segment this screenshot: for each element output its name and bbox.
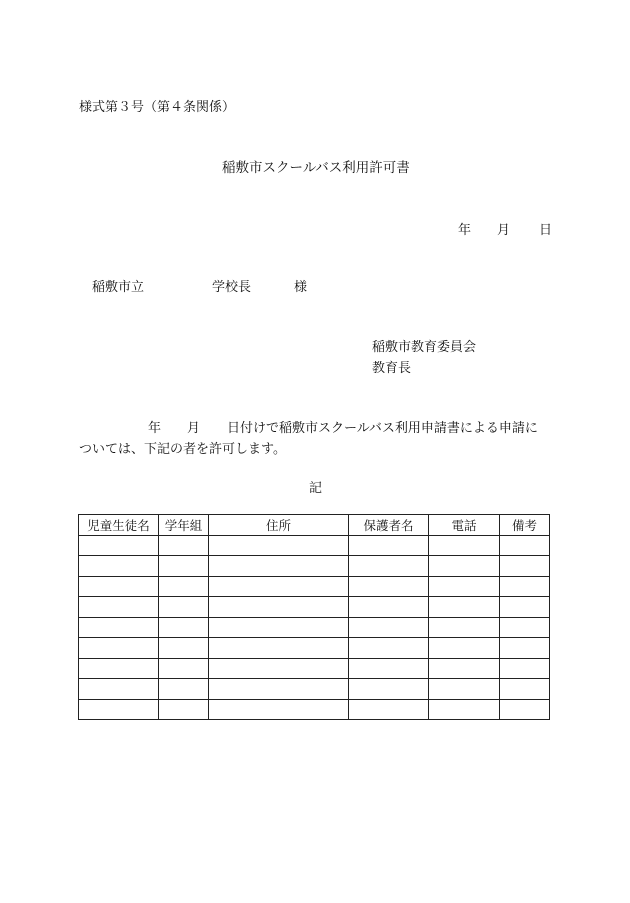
table-cell (500, 535, 550, 556)
table-cell (159, 699, 209, 720)
table-row (79, 658, 550, 679)
table-row (79, 699, 550, 720)
table-cell (349, 556, 429, 577)
table-row (79, 638, 550, 659)
table-cell (429, 556, 500, 577)
table-cell (209, 535, 349, 556)
table-cell (79, 535, 159, 556)
header-phone: 電話 (429, 515, 500, 536)
table-cell (500, 679, 550, 700)
table-cell (79, 556, 159, 577)
table-row (79, 679, 550, 700)
date-day-label: 日 (539, 223, 553, 238)
table-cell (429, 699, 500, 720)
header-remarks: 備考 (500, 515, 550, 536)
table-cell (500, 658, 550, 679)
body-month-label: 月 (187, 421, 201, 436)
form-number: 様式第３号（第４条関係） (79, 100, 236, 115)
table-cell (159, 556, 209, 577)
table-cell (500, 699, 550, 720)
table-cell (349, 617, 429, 638)
table-cell (79, 679, 159, 700)
table-cell (209, 679, 349, 700)
table-cell (349, 535, 429, 556)
header-student-name: 児童生徒名 (79, 515, 159, 536)
table-cell (209, 699, 349, 720)
student-roster-table (78, 514, 550, 720)
table-cell (159, 679, 209, 700)
addressee-honorific: 様 (294, 280, 308, 295)
table-cell (500, 576, 550, 597)
date-year-label: 年 (458, 223, 472, 238)
table-cell (500, 556, 550, 577)
table-row (79, 535, 550, 556)
table-cell (349, 576, 429, 597)
issuer-board: 稲敷市教育委員会 (372, 340, 477, 355)
table-cell (209, 576, 349, 597)
table-cell (79, 617, 159, 638)
table-cell (429, 597, 500, 618)
header-grade-class: 学年組 (159, 515, 209, 536)
header-address: 住所 (209, 515, 349, 536)
table-cell (429, 679, 500, 700)
table-cell (79, 638, 159, 659)
body-line-1: 日付けで稲敷市スクールバス利用申請書による申請に (227, 421, 538, 436)
table-row (79, 597, 550, 618)
header-guardian-name: 保護者名 (349, 515, 429, 536)
table-cell (429, 535, 500, 556)
table-cell (500, 617, 550, 638)
table-header-row (79, 515, 550, 536)
table-cell (159, 617, 209, 638)
table-row (79, 556, 550, 577)
body-year-label: 年 (148, 421, 162, 436)
ki-label: 記 (309, 481, 323, 496)
table-row (79, 617, 550, 638)
table-cell (429, 576, 500, 597)
table-cell (349, 638, 429, 659)
table-cell (159, 597, 209, 618)
table-cell (79, 658, 159, 679)
document-title: 稲敷市スクールバス利用許可書 (222, 160, 410, 176)
table-cell (349, 658, 429, 679)
table-cell (209, 638, 349, 659)
table-cell (79, 576, 159, 597)
table-cell (429, 658, 500, 679)
table-cell (209, 617, 349, 638)
table-cell (209, 658, 349, 679)
date-month-label: 月 (497, 223, 511, 238)
table-cell (159, 658, 209, 679)
issuer-role: 教育長 (372, 361, 412, 376)
addressee-city-school: 稲敷市立 (92, 280, 145, 295)
table-cell (429, 638, 500, 659)
table-cell (500, 597, 550, 618)
table-cell (349, 597, 429, 618)
table-cell (209, 597, 349, 618)
table-cell (159, 576, 209, 597)
table-cell (429, 617, 500, 638)
table-row (79, 576, 550, 597)
addressee-role: 学校長 (212, 280, 252, 295)
table-cell (349, 679, 429, 700)
table-cell (159, 638, 209, 659)
table-cell (500, 638, 550, 659)
body-line-2: ついては、下記の者を許可します。 (79, 442, 286, 457)
table-cell (209, 556, 349, 577)
table-cell (349, 699, 429, 720)
table-cell (159, 535, 209, 556)
table-cell (79, 597, 159, 618)
table-cell (79, 699, 159, 720)
